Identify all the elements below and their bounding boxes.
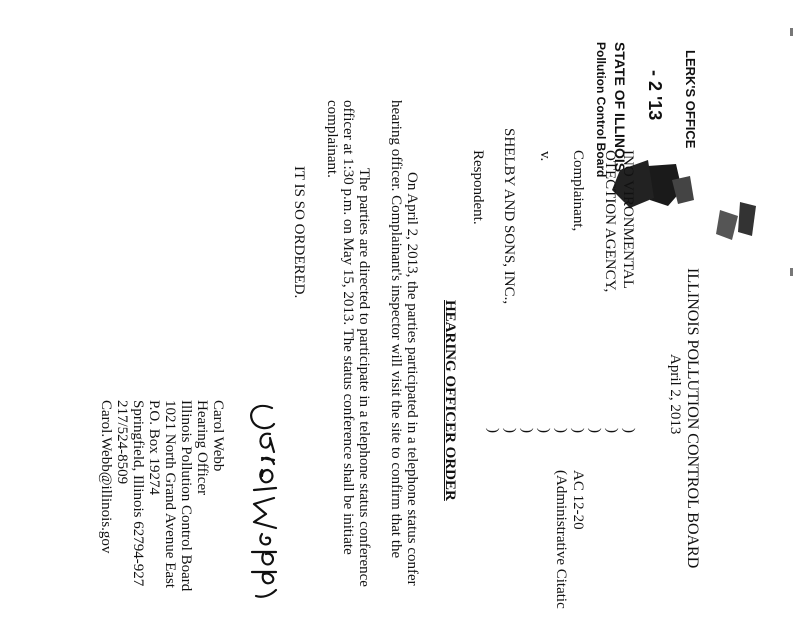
order-date: April 2, 2013 — [667, 354, 683, 435]
signer-po-box: P.O. Box 19274 — [146, 400, 162, 496]
caption-paren: ) — [621, 428, 637, 433]
order-title: HEARING OFFICER ORDER — [442, 300, 458, 501]
respondent-role: Respondent. — [470, 150, 486, 225]
caption-paren: ) — [587, 428, 603, 433]
signer-street: 1021 North Grand Avenue East — [162, 400, 178, 589]
stamp-board: Pollution Control Board — [594, 42, 608, 178]
complainant-role: Complainant, — [570, 150, 586, 232]
signer-name: Carol Webb — [210, 400, 226, 472]
caption-paren: ) — [604, 428, 620, 433]
stamp-clerks-office: LERK'S OFFICE — [683, 50, 698, 149]
paragraph-2-line-2: officer at 1:30 p.m. on May 15, 2013. The status conference shall be initiate — [340, 100, 356, 555]
complainant-name-line2: OTECTION AGENCY, — [602, 150, 618, 293]
board-title: ILLINOIS POLLUTION CONTROL BOARD — [684, 268, 701, 569]
caption-paren: ) — [485, 428, 501, 433]
case-number: AC 12-20 — [570, 470, 586, 530]
closing-statement: IT IS SO ORDERED. — [291, 166, 307, 299]
signer-phone: 217/524-8509 — [114, 400, 130, 485]
paragraph-1-line-2: hearing officer. Complainant's inspector will visit the site to confirm that the — [388, 100, 404, 559]
paragraph-2-line-3: complainant. — [324, 100, 340, 178]
paragraph-1-line-1: On April 2, 2013, the parties participated in a telephone status confer — [404, 172, 420, 586]
signer-title: Hearing Officer — [194, 400, 210, 496]
signer-email: Carol.Webb@illinois.gov — [98, 400, 114, 554]
complainant-name-line1: INO VIRONMENTAL — [620, 150, 636, 289]
signer-city: Springfield, Illinois 62794-927 — [130, 400, 146, 587]
stamp-state: STATE OF ILLINOIS — [612, 42, 628, 173]
paragraph-2-line-1: The parties are directed to participate in a telephone status conference — [356, 168, 372, 587]
case-type: (Administrative Citatic — [553, 470, 569, 609]
signer-organization: Illinois Pollution Control Board — [178, 400, 194, 592]
caption-paren: ) — [553, 428, 569, 433]
versus: v. — [537, 151, 553, 162]
caption-paren: ) — [536, 428, 552, 433]
caption-paren: ) — [570, 428, 586, 433]
caption-paren: ) — [519, 428, 535, 433]
caption-paren: ) — [502, 428, 518, 433]
stamp-date: - 2 '13 — [645, 70, 665, 121]
respondent-name: SHELBY AND SONS, INC., — [501, 128, 517, 305]
